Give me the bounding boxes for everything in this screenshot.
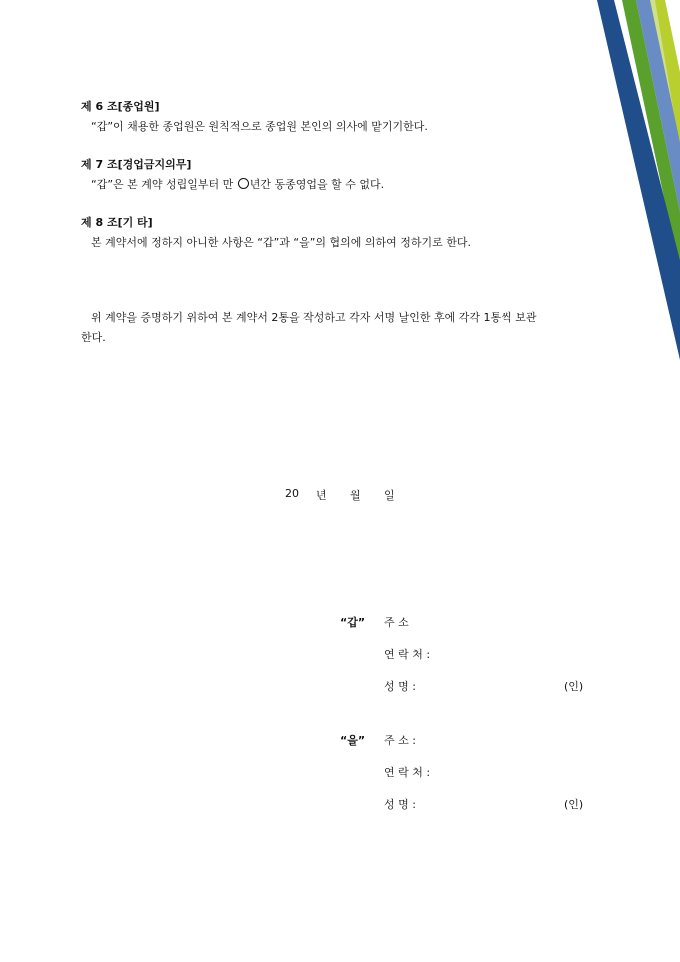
date-year-unit: 년 bbox=[316, 489, 327, 502]
closing-line-2: 한다. bbox=[81, 331, 106, 344]
party-eul-label: “을” bbox=[340, 734, 366, 747]
party-eul-contact-label: 연 락 처 : bbox=[384, 766, 431, 779]
party-gap-contact-label: 연 락 처 : bbox=[384, 648, 431, 661]
party-gap-seal: (인) bbox=[564, 680, 584, 693]
date-month-unit: 월 bbox=[350, 489, 361, 502]
party-eul-name-label: 성 명 : bbox=[384, 798, 416, 811]
date-day-unit: 일 bbox=[384, 489, 395, 502]
article-7-body-before: “갑”은 본 계약 성립일부터 만 bbox=[91, 178, 237, 191]
article-7-title: 제 7 조[경업금지의무] bbox=[81, 158, 192, 171]
article-7-body bbox=[91, 176, 384, 192]
party-eul-address-label: 주 소 : bbox=[384, 734, 416, 747]
article-6-title: 제 6 조[종업원] bbox=[81, 100, 160, 113]
party-gap-address-label: 주 소 bbox=[384, 616, 409, 629]
date-year: 20 bbox=[285, 487, 299, 500]
party-eul-seal: (인) bbox=[564, 798, 584, 811]
article-8-title: 제 8 조[기 타] bbox=[81, 216, 153, 229]
party-gap-label: “갑” bbox=[340, 616, 366, 629]
article-7-body-after: 년간 동종영업을 할 수 없다. bbox=[249, 178, 385, 191]
party-gap-name-label: 성 명 : bbox=[384, 680, 416, 693]
blank-circle-icon bbox=[238, 178, 249, 189]
article-6-body: “갑”이 채용한 종업원은 원칙적으로 종업원 본인의 의사에 맡기기한다. bbox=[91, 120, 428, 133]
closing-line-1: 위 계약을 증명하기 위하여 본 계약서 2통을 작성하고 각자 서명 날인한 후에 각각 1통씩 보관 bbox=[91, 311, 537, 324]
article-8-body: 본 계약서에 정하지 아니한 사항은 “갑”과 “을”의 협의에 의하여 정하기로 한다. bbox=[91, 236, 472, 249]
closing-paragraph bbox=[81, 308, 601, 348]
